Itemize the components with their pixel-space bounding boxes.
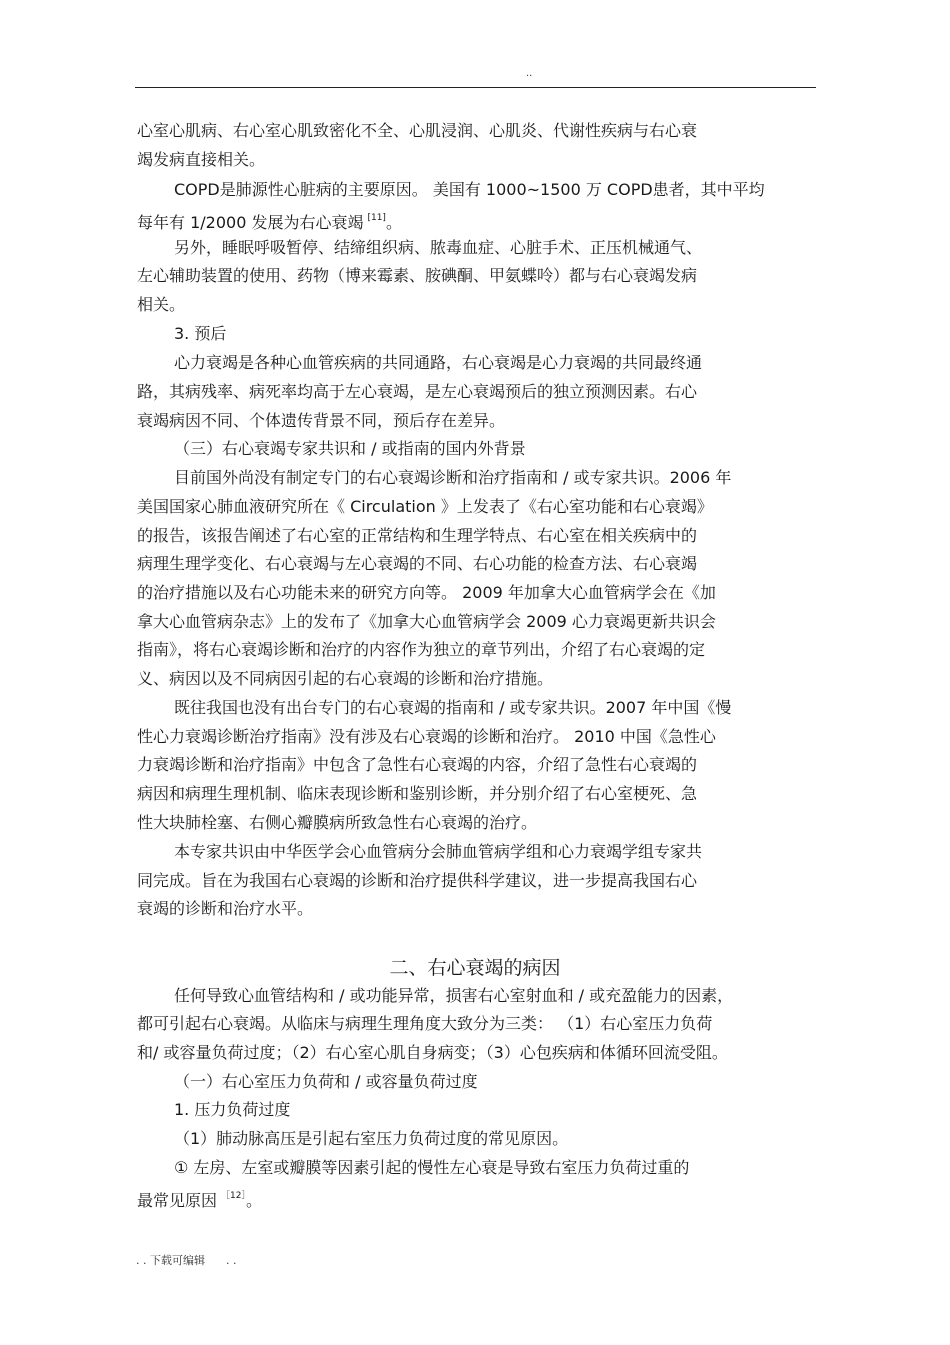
text-line: 力衰竭诊断和治疗指南》中包含了急性右心衰竭的内容，介绍了急性右心衰竭的 (137, 755, 698, 774)
text-line: 心力衰竭是各种心血管疾病的共同通路，右心衰竭是心力衰竭的共同最终通 (174, 353, 703, 372)
text-line: ① 左房、左室或瓣膜等因素引起的慢性左心衰是导致右室压力负荷过重的 (174, 1158, 690, 1177)
text-line: COPD是肺源性心脏病的主要原因。 美国有 1000~1500 万 COPD患者，其中平均 (174, 180, 765, 199)
text-span: 。 (245, 1191, 262, 1210)
text-line: 病理生理学变化、右心衰竭与左心衰竭的不同、右心功能的检查方法、右心衰竭 (137, 554, 698, 573)
text-line: 的报告，该报告阐述了右心室的正常结构和生理学特点、右心室在相关疾病中的 (137, 526, 698, 545)
text-line: 衰竭的诊断和治疗水平。 (137, 899, 314, 918)
header-rule (135, 87, 816, 88)
section-label: （三）右心衰竭专家共识和 / 或指南的国内外背景 (174, 439, 526, 458)
text-line: 的治疗措施以及右心功能未来的研究方向等。 2009 年加拿大心血管病学会在《加 (137, 583, 716, 602)
text-line: 左心辅助装置的使用、药物（博来霉素、胺碘酮、甲氨蝶呤）都与右心衰竭发病 (137, 266, 698, 285)
text-line: 和/ 或容量负荷过度；（2）右心室心肌自身病变；（3）心包疾病和体循环回流受阻。 (137, 1043, 728, 1062)
text-line (137, 1185, 262, 1212)
text-line: 任何导致心血管结构和 / 或功能异常，损害右心室射血和 / 或充盈能力的因素， (174, 986, 734, 1005)
text-span: 。 (385, 213, 402, 232)
text-line (137, 207, 402, 234)
text-line: （1）肺动脉高压是引起右室压力负荷过度的常见原因。 (174, 1129, 569, 1148)
text-line: 心室心肌病、右心室心肌致密化不全、心肌浸润、心肌炎、代谢性疾病与右心衰 (137, 121, 698, 140)
section-label: （一）右心室压力负荷和 / 或容量负荷过度 (174, 1072, 478, 1091)
text-line: 衰竭病因不同、个体遗传背景不同，预后存在差异。 (137, 411, 506, 430)
header-dots: .. (526, 68, 533, 79)
text-line: 义、病因以及不同病因引起的右心衰竭的诊断和治疗措施。 (137, 669, 554, 688)
text-line: 病因和病理生理机制、临床表现诊断和鉴别诊断，并分别介绍了右心室梗死、急 (137, 784, 698, 803)
text-line: 目前国外尚没有制定专门的右心衰竭诊断和治疗指南和 / 或专家共识。2006 年 (174, 468, 732, 487)
text-line: 另外，睡眠呼吸暂停、结缔组织病、脓毒血症、心脏手术、正压机械通气、 (174, 238, 703, 257)
text-line: 同完成。旨在为我国右心衰竭的诊断和治疗提供科学建议，进一步提高我国右心 (137, 871, 698, 890)
text-line: 本专家共识由中华医学会心血管病分会肺血管病学组和心力衰竭学组专家共 (174, 842, 703, 861)
section-heading: 二、右心衰竭的病因 (389, 957, 561, 979)
text-line: 指南》，将右心衰竭诊断和治疗的内容作为独立的章节列出，介绍了右心衰竭的定 (137, 640, 706, 659)
text-span: 最常见原因 (137, 1191, 218, 1210)
text-line: 美国国家心肺血液研究所在《 Circulation 》上发表了《右心室功能和右心衰竭》 (137, 497, 713, 516)
section-label: 1. 压力负荷过度 (174, 1100, 291, 1119)
text-line: 既往我国也没有出台专门的右心衰竭的指南和 / 或专家共识。2007 年中国《慢 (174, 698, 732, 717)
text-line: 竭发病直接相关。 (137, 150, 266, 169)
text-line: 都可引起右心衰竭。从临床与病理生理角度大致分为三类： （1）右心室压力负荷 (137, 1014, 713, 1033)
citation: ［12］ (221, 1191, 246, 1201)
section-label: 3. 预后 (174, 324, 227, 343)
text-line: 拿大心血管病杂志》上的发布了《加拿大心血管病学会 2009 心力衰竭更新共识会 (137, 612, 716, 631)
text-line: 相关。 (137, 295, 186, 314)
text-line: 路，其病残率、病死率均高于左心衰竭，是左心衰竭预后的独立预测因素。右心 (137, 382, 698, 401)
text-line: 性大块肺栓塞、右侧心瓣膜病所致急性右心衰竭的治疗。 (137, 813, 538, 832)
citation: [11] (367, 213, 386, 223)
text-line: 性心力衰竭诊断治疗指南》没有涉及右心衰竭的诊断和治疗。 2010 中国《急性心 (137, 727, 716, 746)
text-span: 每年有 1/2000 发展为右心衰竭 (137, 213, 364, 232)
footer-note: . . 下载可编辑 . . (136, 1254, 237, 1267)
